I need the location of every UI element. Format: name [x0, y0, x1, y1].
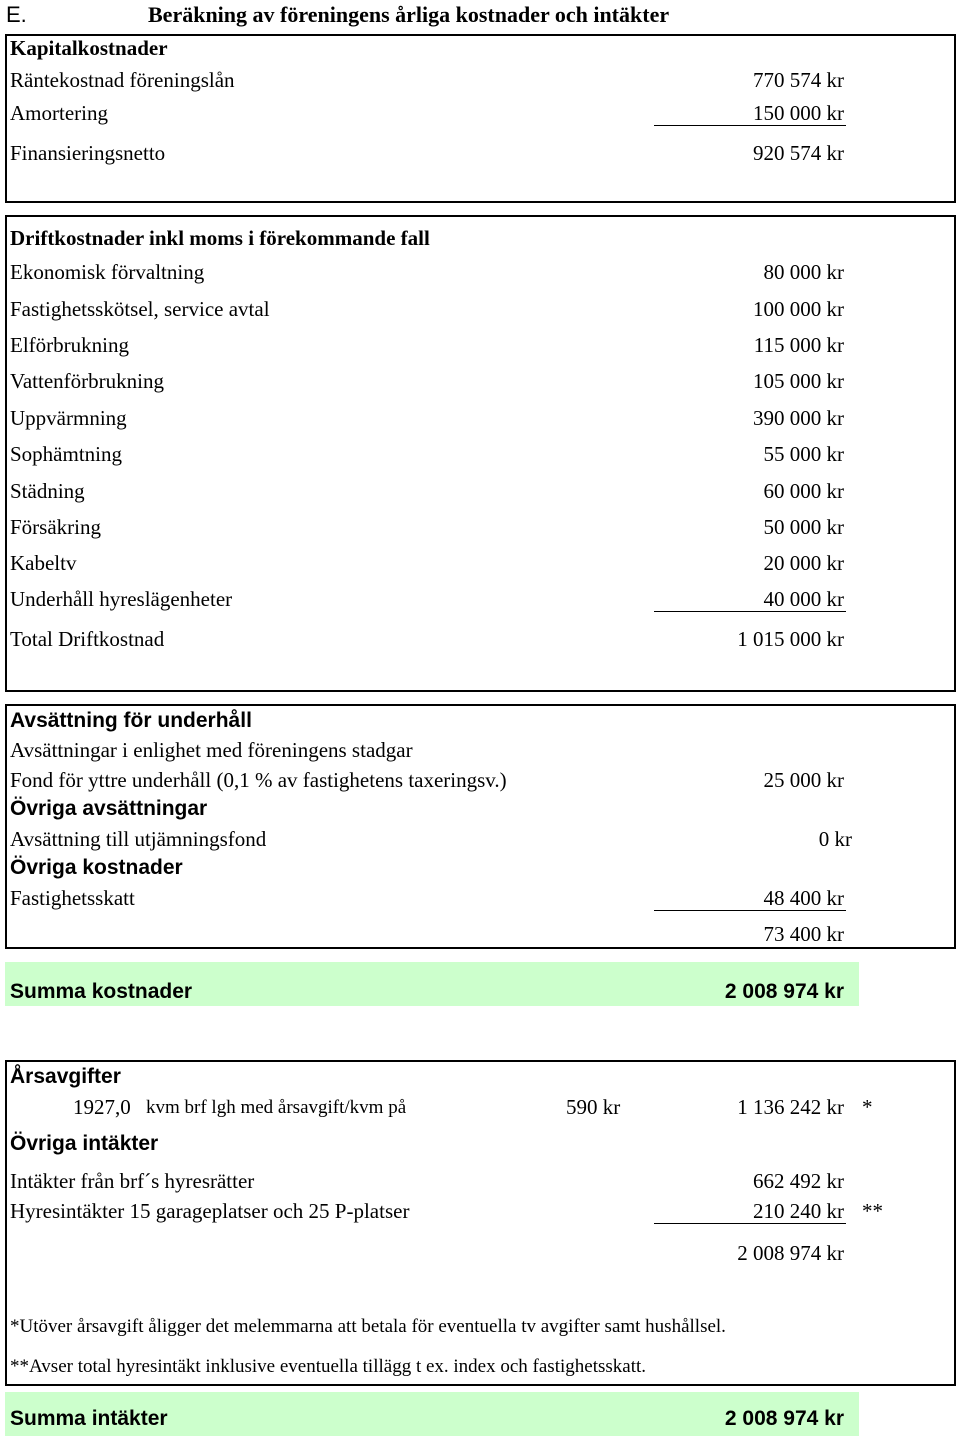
fee-total: 1 136 242 kr [737, 1095, 844, 1119]
operating-total-label: Total Driftkostnad [10, 627, 165, 651]
operating-row-label: Kabeltv [10, 551, 77, 575]
operating-row-amount: 40 000 kr [763, 587, 844, 611]
operating-row-label: Sophämtning [10, 442, 123, 466]
provisions-heading: Avsättning för underhåll [10, 709, 252, 732]
operating-row-label: Underhåll hyreslägenheter [10, 587, 233, 611]
operating-row-amount: 20 000 kr [763, 551, 844, 575]
income-total: 2 008 974 kr [737, 1241, 844, 1265]
sum-costs-amount: 2 008 974 kr [724, 980, 844, 1003]
other-costs-heading: Övriga kostnader [10, 856, 183, 879]
sum-income-label: Summa intäkter [10, 1407, 168, 1430]
operating-row-label: Fastighetsskötsel, service avtal [10, 297, 270, 321]
operating-total-amount: 1 015 000 kr [737, 627, 844, 651]
income-row-amount: 662 492 kr [753, 1169, 844, 1193]
operating-row-label: Ekonomisk förvaltning [10, 260, 205, 284]
operating-row-label: Uppvärmning [10, 406, 127, 430]
provisions-subtotal: 73 400 kr [763, 922, 844, 946]
property-tax-amount: 48 400 kr [763, 886, 844, 910]
fund-label: Fond för yttre underhåll (0,1 % av fastighetens taxeringsv.) [10, 768, 507, 792]
area-text: kvm brf lgh med årsavgift/kvm på [146, 1097, 407, 1118]
operating-row-amount: 105 000 kr [753, 369, 844, 393]
operating-row-label: Försäkring [10, 515, 101, 539]
capital-heading: Kapitalkostnader [10, 36, 168, 60]
income-row-label: Intäkter från brf´s hyresrätter [10, 1169, 255, 1193]
equalization-label: Avsättning till utjämningsfond [10, 827, 267, 851]
capital-row-amount: 150 000 kr [753, 101, 844, 125]
capital-row-label: Räntekostnad föreningslån [10, 68, 235, 92]
section-letter: E. [6, 2, 27, 27]
income-row-amount: 210 240 kr [753, 1199, 844, 1223]
equalization-amount: 0 kr [818, 827, 852, 851]
operating-row-amount: 390 000 kr [753, 406, 844, 430]
fee-footnote-mark: * [862, 1095, 873, 1119]
fee-per-sqm: 590 kr [566, 1095, 621, 1119]
property-tax-label: Fastighetsskatt [10, 886, 135, 910]
operating-row-amount: 100 000 kr [753, 297, 844, 321]
fees-heading: Årsavgifter [10, 1065, 121, 1088]
capital-row-amount: 770 574 kr [753, 68, 844, 92]
subtotal-rule [654, 611, 846, 612]
operating-row-amount: 80 000 kr [763, 260, 844, 284]
page-title: Beräkning av föreningens årliga kostnader och intäkter [148, 2, 670, 27]
income-footnote-mark: ** [862, 1199, 883, 1223]
fund-amount: 25 000 kr [763, 768, 844, 792]
other-income-heading: Övriga intäkter [10, 1132, 159, 1155]
operating-heading: Driftkostnader inkl moms i förekommande fall [10, 226, 430, 250]
operating-row-amount: 60 000 kr [763, 479, 844, 503]
capital-total-label: Finansieringsnetto [10, 141, 166, 165]
capital-total-amount: 920 574 kr [753, 141, 844, 165]
footnote-2: **Avser total hyresintäkt inklusive eventuella tillägg t ex. index och fastighetsskatt. [10, 1356, 646, 1377]
sum-income-amount: 2 008 974 kr [724, 1407, 844, 1430]
subtotal-rule [654, 1223, 846, 1224]
other-provisions-heading: Övriga avsättningar [10, 797, 208, 820]
operating-row-amount: 115 000 kr [753, 333, 844, 357]
area-value: 1927,0 [73, 1095, 131, 1119]
sum-costs-label: Summa kostnader [10, 980, 193, 1003]
operating-row-label: Vattenförbrukning [10, 369, 164, 393]
footnote-1: *Utöver årsavgift åligger det melemmarna att betala för eventuella tv avgifter samt hushållsel. [10, 1316, 726, 1337]
capital-row-label: Amortering [10, 101, 108, 125]
operating-row-amount: 50 000 kr [763, 515, 844, 539]
income-row-label: Hyresintäkter 15 garageplatser och 25 P-platser [10, 1199, 410, 1223]
subtotal-rule [654, 910, 846, 911]
operating-row-label: Elförbrukning [10, 333, 129, 357]
operating-row-label: Städning [10, 479, 85, 503]
provisions-subheading: Avsättningar i enlighet med föreningens stadgar [10, 738, 413, 762]
operating-row-amount: 55 000 kr [763, 442, 844, 466]
subtotal-rule [654, 125, 846, 126]
